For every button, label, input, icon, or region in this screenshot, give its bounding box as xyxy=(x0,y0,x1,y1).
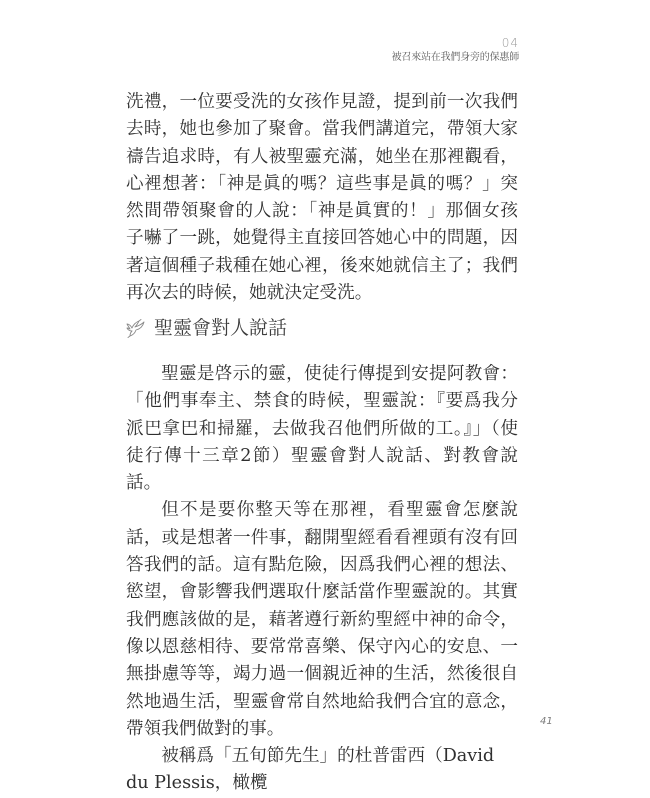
running-header xyxy=(392,36,519,65)
paragraph: 洗禮，一位要受洗的女孩作見證，提到前一次我們去時，她也參加了聚會。當我們講道完，帶領大家禱告追求時，有人被聖靈充滿，她坐在那裡觀看，心裡想著：「神是眞的嗎？這些事是眞的嗎？」突然間帶領聚會的人說：「神是眞實的！」那個女孩子嚇了一跳，她覺得主直接回答她心中的問題，因著這個種子栽種在她心裡，後來她就信主了；我們再次去的時候，她就決定受洗。 xyxy=(126,92,518,304)
page-number: 41 xyxy=(540,716,553,727)
dove-icon xyxy=(124,318,146,338)
chapter-number: 04 xyxy=(501,36,519,50)
body-text-block-1 xyxy=(126,89,518,307)
body-text-block-2 xyxy=(126,361,518,798)
section-heading xyxy=(124,316,287,340)
paragraph: 被稱爲「五旬節先生」的杜普雷西（David du Plessis，橄欖 xyxy=(126,746,495,794)
paragraph: 聖靈是啓示的靈，使徒行傳提到安提阿教會：「他們事奉主、禁食的時候，聖靈說：『要爲我分派巴拿巴和掃羅，去做我召他們所做的工。』」（使徒行傳十三章2節）聖靈會對人說話、對教會說話。 xyxy=(126,364,518,494)
chapter-title: 被召來站在我們身旁的保惠師 xyxy=(391,52,519,63)
paragraph: 但不是要你整天等在那裡，看聖靈會怎麼說話，或是想著一件事，翻開聖經看看裡頭有沒有回答我們的話。這有點危險，因爲我們心裡的想法、慾望，會影響我們選取什麼話當作聖靈說的。其實我們應該做的是，藉著遵行新約聖經中神的命令，像以恩慈相待、要常常喜樂、保守內心的安息、一無掛慮等等，竭力過一個親近神的生活，然後很自然地過生活，聖靈會常自然地給我們合宜的意念，帶領我們做對的事。 xyxy=(126,500,518,739)
section-heading-text: 聖靈會對人說話 xyxy=(154,317,288,339)
